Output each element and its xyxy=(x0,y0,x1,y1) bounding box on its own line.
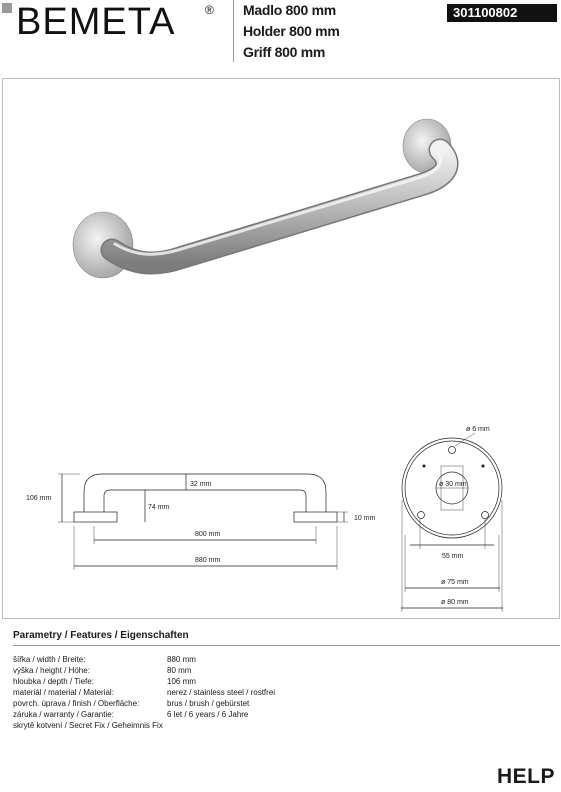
feature-value: 106 mm xyxy=(167,677,196,686)
title-cz: Madlo 800 mm xyxy=(243,2,336,18)
registered-mark: ® xyxy=(205,3,214,17)
features-heading: Parametry / Features / Eigenschaften xyxy=(13,630,189,641)
feature-label: skrytě kotvení / Secret Fix / Geheimnis Fix xyxy=(13,721,163,730)
logo-wordmark: BEMETA xyxy=(16,1,176,40)
feature-label: povrch. úprava / finish / Oberfläche: xyxy=(13,699,140,708)
feature-label: materiál / material / Material: xyxy=(13,688,114,697)
features-divider xyxy=(13,645,560,646)
dim-inner-height: 74 mm xyxy=(148,504,170,511)
feature-label: hloubka / depth / Tiefe: xyxy=(13,677,94,686)
dim-rosette-inner: ø 75 mm xyxy=(441,579,469,586)
title-de: Griff 800 mm xyxy=(243,44,325,60)
dim-tube: 32 mm xyxy=(190,481,212,488)
dim-hole: ø 6 mm xyxy=(466,426,490,433)
series-name: HELP xyxy=(496,765,555,788)
dim-rosette-outer: ø 80 mm xyxy=(441,599,469,606)
feature-value: 80 mm xyxy=(167,666,192,675)
dim-inner-diameter: ø 30 mm xyxy=(439,481,467,488)
product-code-badge: 301100802 xyxy=(447,4,557,22)
grab-bar-illustration xyxy=(73,119,451,278)
title-en: Holder 800 mm xyxy=(243,23,340,39)
feature-value: 6 let / 6 years / 6 Jahre xyxy=(167,710,249,719)
side-view-drawing xyxy=(58,474,348,570)
feature-value: nerez / stainless steel / rostfrei xyxy=(167,688,276,697)
feature-value: 880 mm xyxy=(167,655,196,664)
dim-total-height: 106 mm xyxy=(26,495,52,502)
dim-center-distance: 800 mm xyxy=(195,531,221,538)
dim-total-width: 880 mm xyxy=(195,557,221,564)
feature-value: brus / brush / gebürstet xyxy=(167,699,250,708)
feature-label: záruka / warranty / Garantie: xyxy=(13,710,114,719)
dim-base-thickness: 10 mm xyxy=(354,515,376,522)
feature-label: šířka / width / Breite: xyxy=(13,655,86,664)
feature-label: výška / height / Höhe: xyxy=(13,666,90,675)
dim-hole-spacing: 55 mm xyxy=(442,553,464,560)
